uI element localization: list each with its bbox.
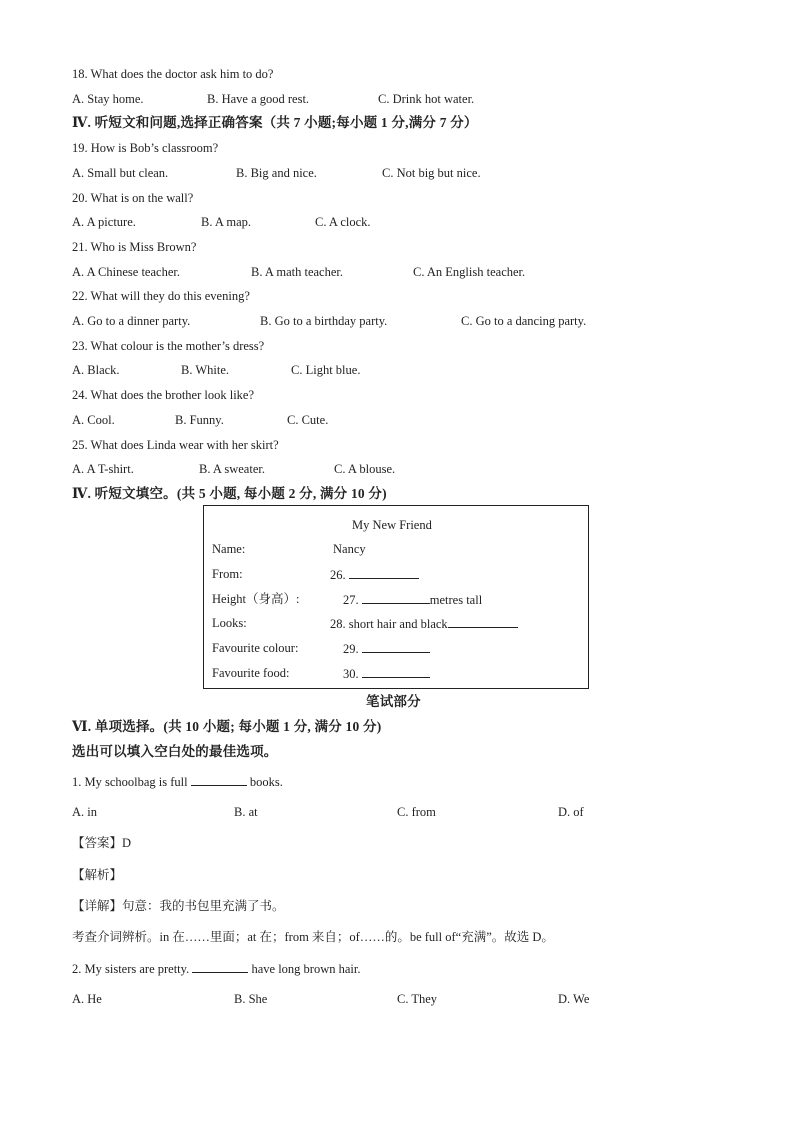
q23-option-c: C. Light blue. [291, 363, 361, 377]
detail-text: 句意：我的书包里充满了书。 [122, 899, 285, 913]
question-18: 18. What does the doctor ask him to do? [72, 67, 274, 81]
q20-option-b: B. A map. [201, 215, 252, 229]
blank-27[interactable] [362, 591, 430, 604]
mc2-question-pre: 2. My sisters are pretty. [72, 962, 190, 976]
q24-option-c: C. Cute. [287, 413, 329, 427]
mc2-option-d: D. We [558, 992, 590, 1006]
q22-option-c: C. Go to a dancing party. [461, 314, 587, 328]
q18-option-c: C. Drink hot water. [378, 92, 475, 106]
row-height-label: Height（身高）: [212, 592, 300, 606]
q21-option-c: C. An English teacher. [413, 265, 526, 279]
q18-option-a: A. Stay home. [72, 92, 144, 106]
mc1-option-c: C. from [397, 805, 436, 819]
row-height-number: 27. [343, 593, 359, 607]
question-24: 24. What does the brother look like? [72, 388, 255, 402]
blank-26[interactable] [349, 566, 419, 579]
mc2-option-b: B. She [234, 992, 268, 1006]
mc-question-1 [72, 773, 283, 790]
blank-28[interactable] [448, 615, 518, 628]
q21-option-b: B. A math teacher. [251, 265, 343, 279]
mc1-explanation: 考查介词辨析。in 在……里面；at 在；from 来自；of……的。be full of“充满”。故选 D。 [72, 930, 554, 944]
q25-option-a: A. A T-shirt. [72, 462, 134, 476]
answer-value: D [122, 836, 132, 850]
mc1-question-pre: 1. My schoolbag is full [72, 775, 188, 789]
row-height-suffix: metres tall [429, 593, 483, 607]
row-looks-label: Looks: [212, 616, 247, 630]
detail-label: 【详解】 [72, 899, 123, 913]
q19-option-b: B. Big and nice. [236, 166, 317, 180]
q22-option-b: B. Go to a birthday party. [260, 314, 388, 328]
question-19: 19. How is Bob’s classroom? [72, 141, 219, 155]
written-part-heading: 笔试部分 [366, 694, 421, 709]
question-25: 25. What does Linda wear with her skirt? [72, 438, 279, 452]
mc1-option-a: A. in [72, 805, 97, 819]
question-21: 21. Who is Miss Brown? [72, 240, 197, 254]
mc-question-2 [72, 960, 360, 977]
q18-option-b: B. Have a good rest. [207, 92, 310, 106]
q23-option-b: B. White. [181, 363, 230, 377]
table-title: My New Friend [352, 518, 432, 532]
blank-29[interactable] [362, 640, 430, 653]
q25-option-b: B. A sweater. [199, 462, 265, 476]
mc1-analysis-label: 【解析】 [72, 868, 123, 882]
question-20: 20. What is on the wall? [72, 191, 194, 205]
row-colour-label: Favourite colour: [212, 641, 299, 655]
row-food-label: Favourite food: [212, 666, 290, 680]
mc1-detail [72, 898, 285, 914]
question-23: 23. What colour is the mother’s dress? [72, 339, 265, 353]
q19-option-a: A. Small but clean. [72, 166, 169, 180]
q22-option-a: A. Go to a dinner party. [72, 314, 191, 328]
mc2-option-a: A. He [72, 992, 102, 1006]
row-height-field[interactable] [343, 591, 482, 608]
row-food-number: 30. [343, 667, 359, 681]
mc1-question-post: books. [249, 775, 283, 789]
section-4-heading: Ⅳ. 听短文和问题,选择正确答案（共 7 小题;每小题 1 分,满分 7 分） [72, 115, 478, 130]
row-name-label: Name: [212, 542, 246, 556]
mc2-option-c: C. They [397, 992, 438, 1006]
row-looks-field[interactable] [330, 615, 518, 632]
mc1-blank [191, 773, 247, 786]
mc1-option-b: B. at [234, 805, 258, 819]
mc1-option-d: D. of [558, 805, 584, 819]
question-22: 22. What will they do this evening? [72, 289, 250, 303]
row-colour-field[interactable] [343, 640, 430, 657]
blank-30[interactable] [362, 665, 430, 678]
row-from-field[interactable] [330, 566, 419, 583]
row-from-number: 26. [330, 568, 346, 582]
q23-option-a: A. Black. [72, 363, 120, 377]
q20-option-c: C. A clock. [315, 215, 371, 229]
row-colour-number: 29. [343, 642, 359, 656]
row-looks-text: 28. short hair and black [330, 617, 448, 631]
q25-option-c: C. A blouse. [334, 462, 396, 476]
q20-option-a: A. A picture. [72, 215, 136, 229]
mc2-blank [192, 960, 248, 973]
q21-option-a: A. A Chinese teacher. [72, 265, 180, 279]
row-food-field[interactable] [343, 665, 430, 682]
answer-label: 【答案】 [72, 836, 123, 850]
q24-option-b: B. Funny. [175, 413, 224, 427]
section-6-heading: Ⅵ. 单项选择。(共 10 小题; 每小题 1 分, 满分 10 分) [72, 719, 382, 734]
mc1-answer [72, 835, 131, 851]
mc2-question-post: have long brown hair. [251, 962, 361, 976]
q19-option-c: C. Not big but nice. [382, 166, 481, 180]
section-6-instruction: 选出可以填入空白处的最佳选项。 [72, 744, 278, 759]
section-4-fill-heading: Ⅳ. 听短文填空。(共 5 小题, 每小题 2 分, 满分 10 分) [72, 486, 387, 501]
row-name-value: Nancy [333, 542, 366, 556]
q24-option-a: A. Cool. [72, 413, 115, 427]
row-from-label: From: [212, 567, 243, 581]
